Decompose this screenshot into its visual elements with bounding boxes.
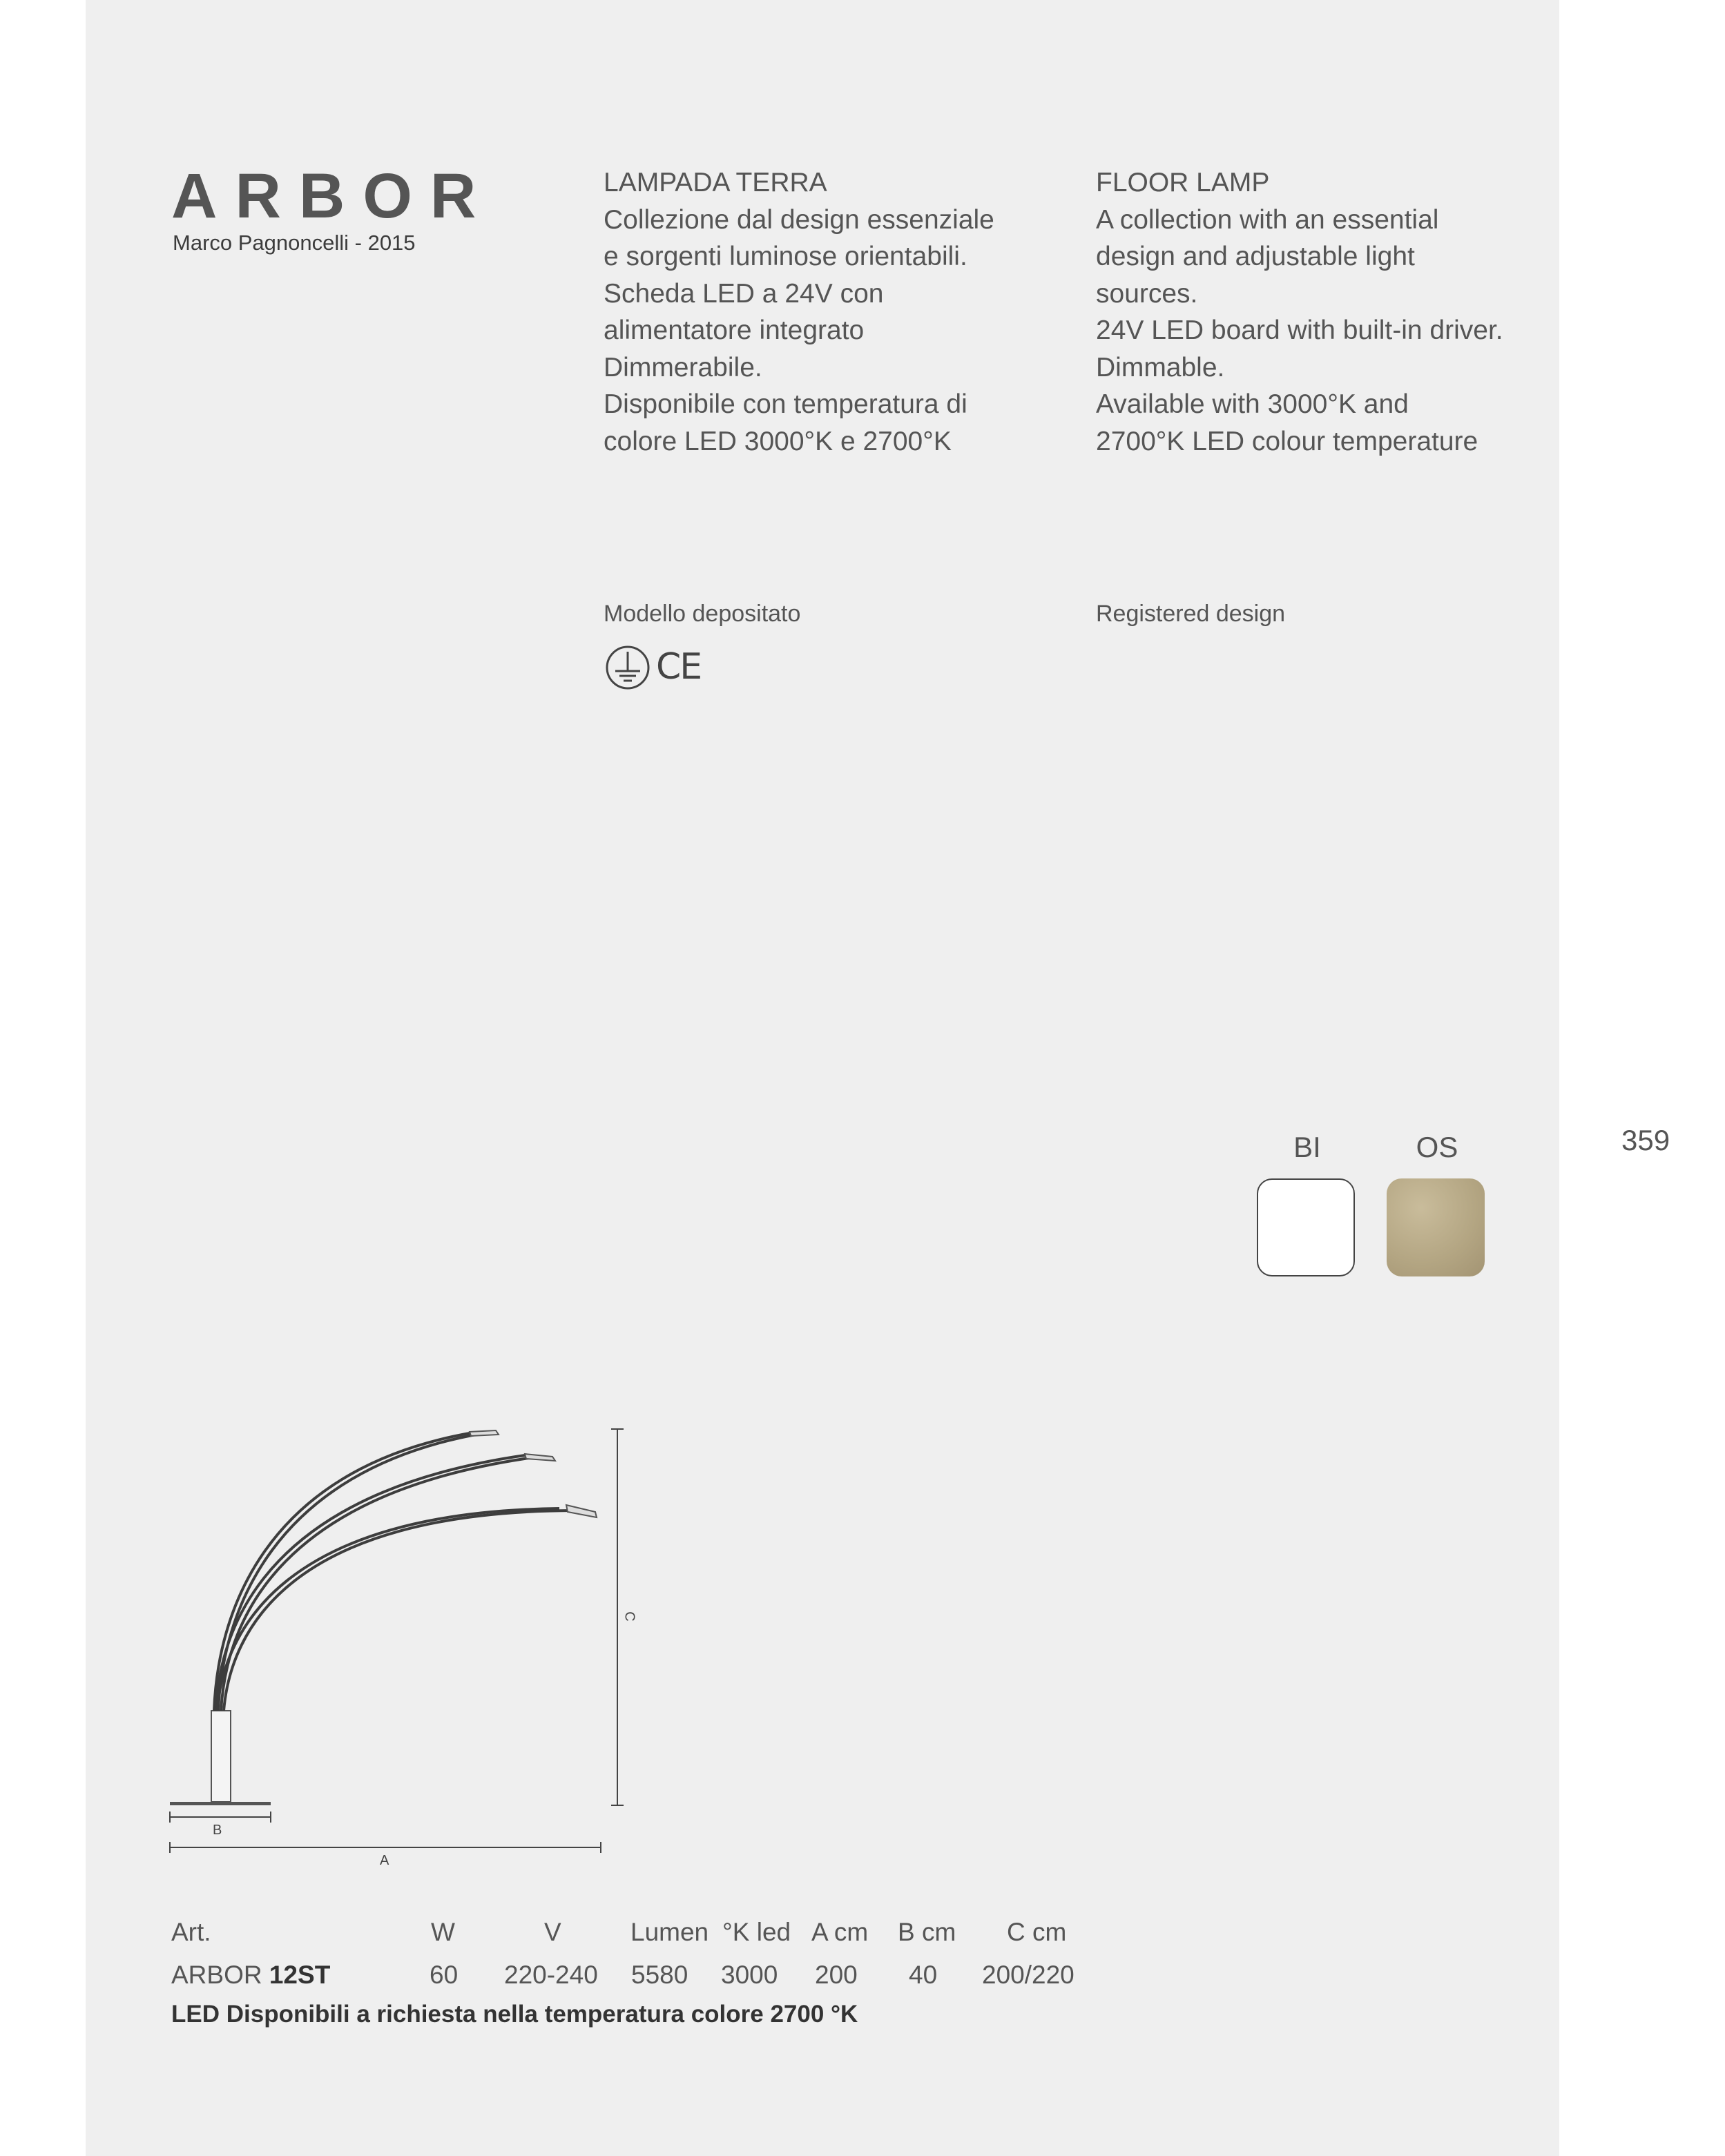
english-line: design and adjustable light [1096, 242, 1415, 271]
italian-line: alimentatore integrato [604, 315, 865, 345]
dimension-label-a: A [380, 1853, 389, 1868]
english-line: A collection with an essential [1096, 204, 1439, 235]
finish-code-os: OS [1416, 1131, 1458, 1163]
lamp-technical-drawing [159, 1408, 656, 1878]
row-b-cm: 40 [909, 1961, 938, 1989]
header-w: W [431, 1918, 455, 1946]
header-lumen: Lumen [630, 1918, 709, 1946]
header-art: Art. [171, 1918, 211, 1946]
header-c-cm: C cm [1007, 1918, 1067, 1946]
header-v: V [544, 1918, 561, 1946]
spec-table-header [0, 1918, 1725, 1952]
italian-line: e sorgenti luminose orientabili. [604, 242, 967, 271]
spec-table-row [0, 1961, 1725, 1995]
row-a-cm: 200 [815, 1961, 858, 1989]
english-description [1096, 164, 1552, 460]
lamp-arms [214, 1433, 573, 1711]
english-line: 24V LED board with built-in driver. [1096, 315, 1503, 345]
finish-swatch-sand [1387, 1178, 1485, 1276]
row-art [171, 1961, 330, 1990]
italian-line: LAMPADA TERRA [604, 168, 827, 197]
registered-design-it: Modello depositato [604, 601, 801, 627]
english-line: FLOOR LAMP [1096, 168, 1270, 197]
header-b-cm: B cm [898, 1918, 956, 1946]
finish-code-bi: BI [1293, 1131, 1321, 1163]
lamp-stem [211, 1711, 231, 1802]
row-v: 220-240 [504, 1961, 598, 1989]
finish-swatch-white [1257, 1178, 1355, 1276]
italian-line: Disponibile con temperatura di [604, 389, 967, 419]
english-line: Available with 3000°K and [1096, 389, 1409, 419]
dimension-label-b: B [213, 1823, 222, 1838]
english-line: sources. [1096, 278, 1198, 309]
italian-line: Collezione dal design essenziale [604, 204, 994, 235]
row-w: 60 [430, 1961, 459, 1989]
english-line: Dimmable. [1096, 352, 1225, 382]
row-c-cm: 200/220 [982, 1961, 1074, 1989]
class-i-earth-icon [604, 643, 652, 692]
italian-line: Scheda LED a 24V con [604, 278, 884, 309]
product-title: ARBOR [171, 161, 494, 231]
italian-line: colore LED 3000°K e 2700°K [604, 426, 952, 456]
header-a-cm: A cm [811, 1918, 869, 1946]
ce-mark-icon: CE [656, 646, 702, 688]
italian-description [604, 164, 1059, 460]
lamp-heads [470, 1430, 597, 1517]
row-k-led: 3000 [721, 1961, 778, 1989]
registered-design-en: Registered design [1096, 601, 1286, 627]
designer-credit: Marco Pagnoncelli - 2015 [173, 231, 416, 255]
page-number: 359 [1621, 1124, 1670, 1156]
art-code: 12ST [269, 1961, 331, 1989]
header-k-led: °K led [722, 1918, 791, 1946]
dimension-label-c: C [621, 1611, 637, 1622]
italian-line: Dimmerabile. [604, 352, 762, 382]
english-line: 2700°K LED colour temperature [1096, 426, 1478, 456]
art-prefix: ARBOR [171, 1961, 262, 1989]
row-lumen: 5580 [631, 1961, 688, 1989]
availability-note: LED Disponibili a richiesta nella temperatura colore 2700 °K [171, 2001, 858, 2028]
